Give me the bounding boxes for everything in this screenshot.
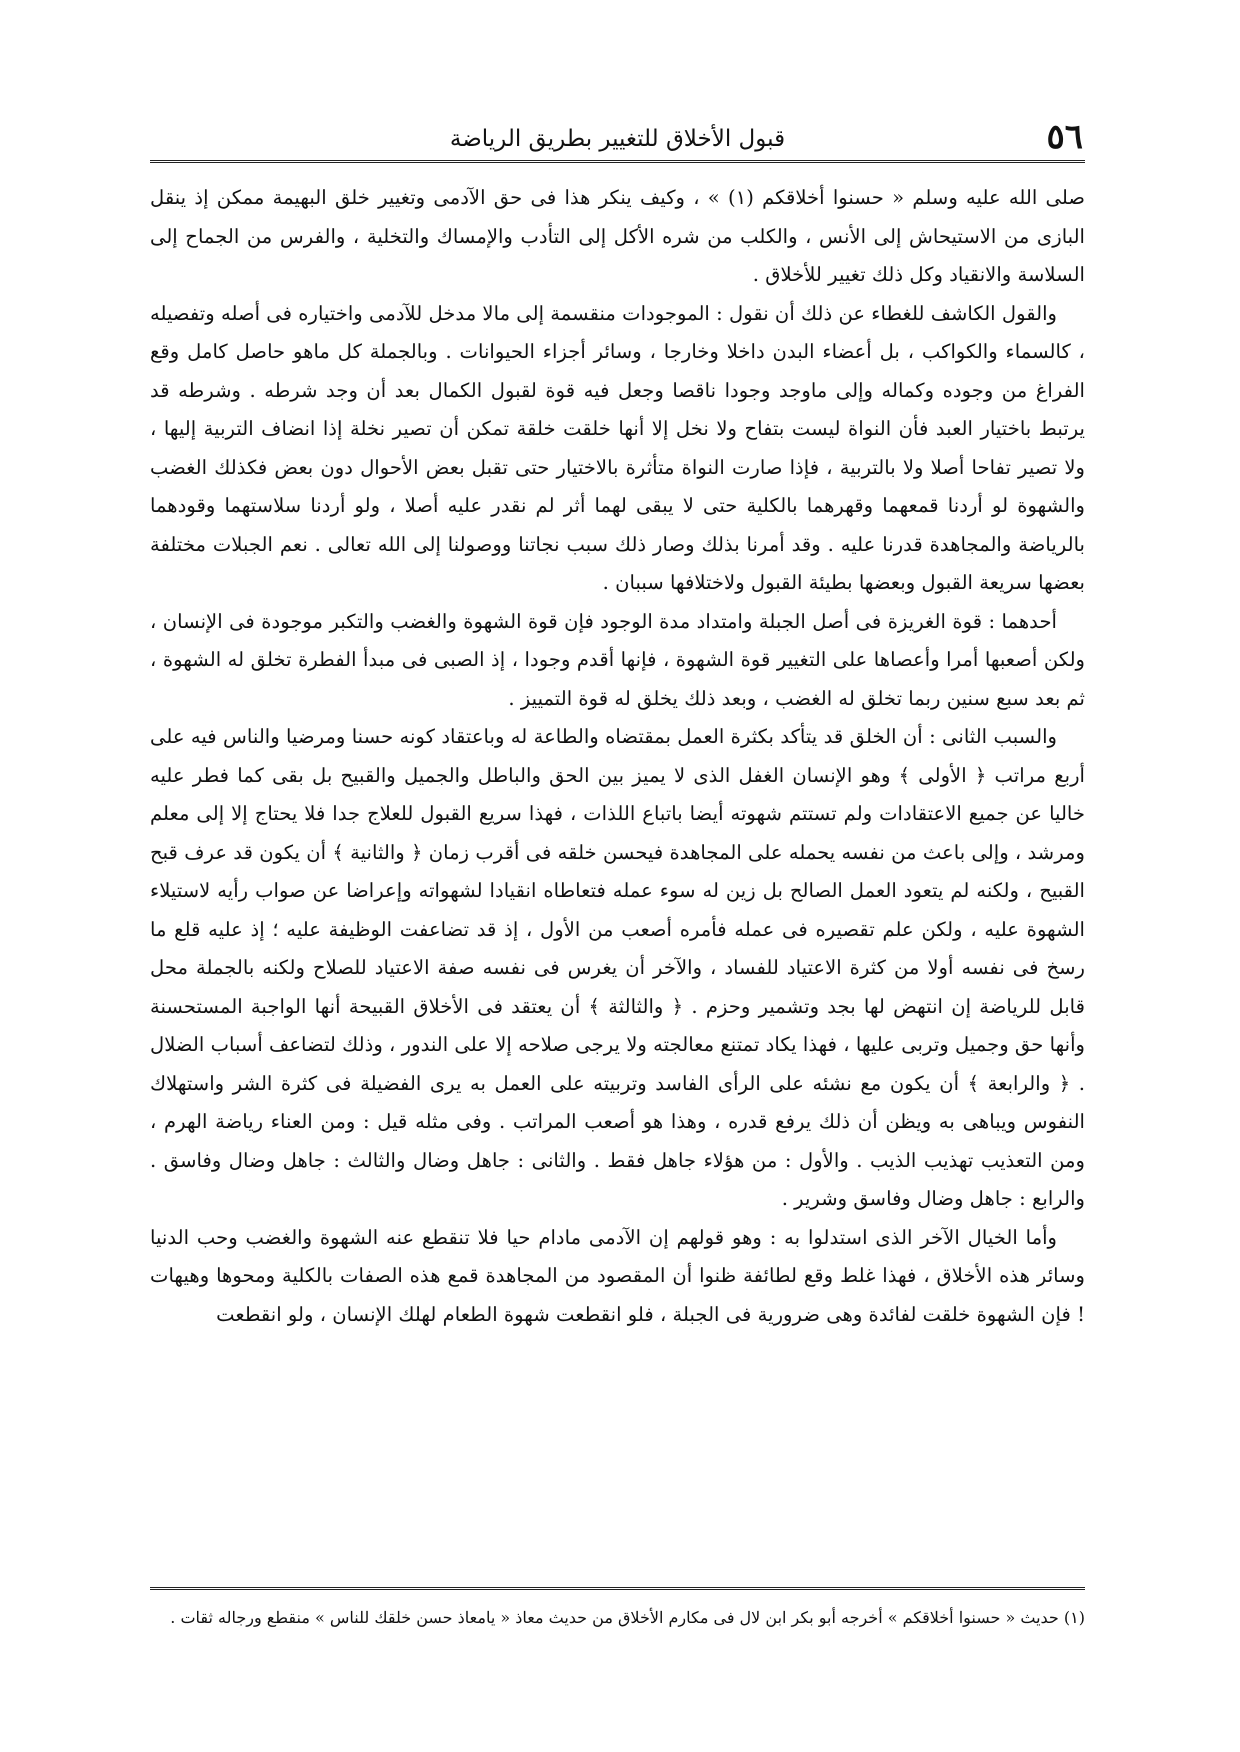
footnote: (١) حديث « حسنوا أخلاقكم » أخرجه أبو بكر ابن لال فى مكارم الأخلاق من حديث معاذ « يامعاذ حسن خلقك للناس » منقطع ورجاله ثقات . <box>170 1608 1085 1627</box>
body-text <box>150 179 1085 1334</box>
paragraph: وأما الخيال الآخر الذى استدلوا به : وهو قولهم إن الآدمى مادام حيا فلا تنقطع عنه الشهوة والغضب وحب الدنيا وسائر هذه الأخلاق ، فهذا غلط وقع لطائفة ظنوا أن المقصود من المجاهدة قمع هذه الصفات بالكلية ومحوها وهيهات ! فإن الشهوة خلقت لفائدة وهى ضرورية فى الجبلة ، فلو انقطعت شهوة الطعام لهلك الإنسان ، ولو انقطعت <box>150 1225 1085 1326</box>
paragraph: أحدهما : قوة الغريزة فى أصل الجبلة وامتداد مدة الوجود فإن قوة الشهوة والغضب والتكبر موجودة فى الإنسان ، ولكن أصعبها أمرا وأعصاها على التغيير قوة الشهوة ، فإنها أقدم وجودا ، إذ الصبى فى مبدأ الفطرة تخلق له الشهوة ، ثم بعد سبع سنين ربما تخلق له الغضب ، وبعد ذلك يخلق له قوة التمييز . <box>150 609 1085 710</box>
footnotes <box>150 1587 1085 1634</box>
page-header <box>150 105 1085 163</box>
paragraph: والقول الكاشف للغطاء عن ذلك أن نقول : الموجودات منقسمة إلى مالا مدخل للآدمى واختياره فى أصله وتفصيله ، كالسماء والكواكب ، بل أعضاء البدن داخلا وخارجا ، وسائر أجزاء الحيوانات . وبالجملة كل ماهو حاصل كامل وقع الفراغ من وجوده وكماله وإلى ماوجد وجودا ناقصا وجعل فيه قوة لقبول الكمال بعد أن وجد شرطه . وشرطه قد يرتبط باختيار العبد فأن النواة ليست بتفاح ولا نخل إلا أنها خلقت خلقة تمكن أن تصير نخلة إذا انضاف التربية إليها ، ولا تصير تفاحا أصلا ولا بالتربية ، فإذا صارت النواة متأثرة بالاختيار حتى تقبل بعض الأحوال دون بعض فكذلك الغضب والشهوة لو أردنا قمعهما وقهرهما بالكلية حتى لا يبقى لهما أثر لم نقدر عليه أصلا ، ولو أردنا سلاستهما وقودهما بالرياضة والمجاهدة قدرنا عليه . وقد أمرنا بذلك وصار ذلك سبب نجاتنا ووصولنا إلى الله تعالى . نعم الجبلات مختلفة بعضها سريعة القبول وبعضها بطيئة القبول ولاختلافها سببان . <box>150 301 1085 594</box>
paragraph: صلى الله عليه وسلم « حسنوا أخلاقكم (١) » ، وكيف ينكر هذا فى حق الآدمى وتغيير خلق البهيمة ممكن إذ ينقل البازى من الاستيحاش إلى الأنس ، والكلب من شره الأكل إلى التأدب والإمساك والتخلية ، والفرس من الجماح إلى السلاسة والانقياد وكل ذلك تغيير للأخلاق . <box>150 186 1085 286</box>
page-number: ٥٦ <box>1046 117 1083 157</box>
paragraph: والسبب الثانى : أن الخلق قد يتأكد بكثرة العمل بمقتضاه والطاعة له وباعتقاد كونه حسنا ومرضيا والناس فيه على أربع مراتب ﴿ الأولى ﴾ وهو الإنسان الغفل الذى لا يميز بين الحق والباطل والجميل والقبيح بل بقى كما فطر عليه خاليا عن جميع الاعتقادات ولم تستتم شهوته أيضا باتباع اللذات ، فهذا سريع القبول للعلاج جدا فلا يحتاج إلا إلى معلم ومرشد ، وإلى باعث من نفسه يحمله على المجاهدة فيحسن خلقه فى أقرب زمان ﴿ والثانية ﴾ أن يكون قد عرف قبح القبيح ، ولكنه لم يتعود العمل الصالح بل زين له سوء عمله فتعاطاه انقيادا لشهواته وإعراضا عن صواب رأيه لاستيلاء الشهوة عليه ، ولكن علم تقصيره فى عمله فأمره أصعب من الأول ، إذ قد تضاعفت الوظيفة عليه ؛ إذ عليه قلع ما رسخ فى نفسه أولا من كثرة الاعتياد للفساد ، والآخر أن يغرس فى نفسه صفة الاعتياد للصلاح ولكنه بالجملة محل قابل للرياضة إن انتهض لها بجد وتشمير وحزم . ﴿ والثالثة ﴾ أن يعتقد فى الأخلاق القبيحة أنها الواجبة المستحسنة وأنها حق وجميل وتربى عليها ، فهذا يكاد تمتنع معالجته ولا يرجى صلاحه إلا على الندور ، وذلك لتضاعف أسباب الضلال . ﴿ والرابعة ﴾ أن يكون مع نشئه على الرأى الفاسد وتربيته على العمل به يرى الفضيلة فى كثرة الشر واستهلاك النفوس ويباهى به ويظن أن ذلك يرفع قدره ، وهذا هو أصعب المراتب . وفى مثله قيل : ومن العناء رياضة الهرم ، ومن التعذيب تهذيب الذيب . والأول : من هؤلاء جاهل فقط . والثانى : جاهل وضال والثالث : جاهل وضال وفاسق . والرابع : جاهل وضال وفاسق وشرير . <box>150 725 1085 1210</box>
running-title: قبول الأخلاق للتغيير بطريق الرياضة <box>449 126 786 152</box>
book-page <box>150 105 1085 1705</box>
